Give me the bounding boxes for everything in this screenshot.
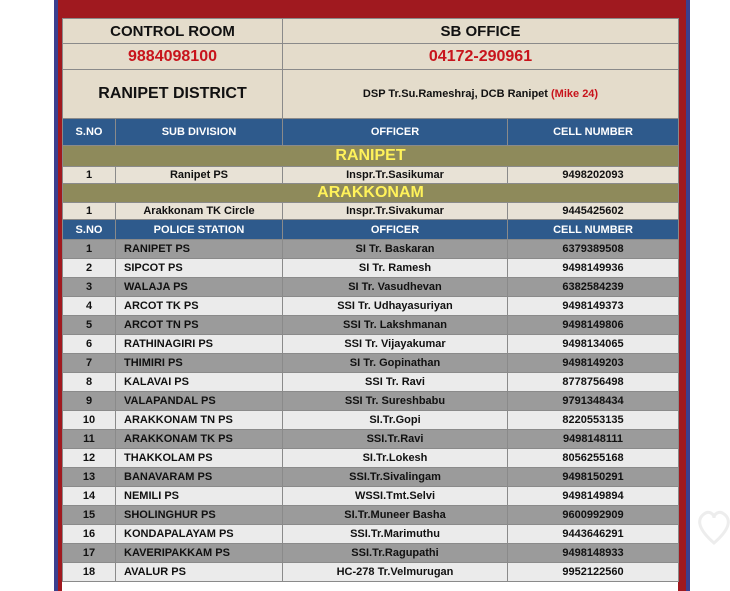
table-row (63, 563, 679, 582)
frame-border-left (54, 0, 58, 591)
phone-number-row (63, 44, 679, 70)
sno: 15 (63, 506, 116, 525)
officer: SI.Tr.Muneer Basha (283, 506, 508, 525)
cell-number: 8220553135 (508, 411, 679, 430)
heart-watermark-icon (694, 498, 730, 558)
sno-header: S.NO (63, 119, 116, 146)
section-name: ARAKKONAM (63, 184, 679, 203)
cell-number: 9600992909 (508, 506, 679, 525)
officer: Inspr.Tr.Sivakumar (283, 203, 508, 220)
cell-number: 9443646291 (508, 525, 679, 544)
police-station: SIPCOT PS (116, 259, 283, 278)
officer: SI Tr. Baskaran (283, 240, 508, 259)
subdivision-row (63, 167, 679, 184)
officer: SSI.Tr.Ragupathi (283, 544, 508, 563)
table-row (63, 430, 679, 449)
officer: SSI Tr. Sureshbabu (283, 392, 508, 411)
police-station: BANAVARAM PS (116, 468, 283, 487)
police-station-header: POLICE STATION (116, 220, 283, 240)
cell-number: 9498149894 (508, 487, 679, 506)
sno: 5 (63, 316, 116, 335)
section-header (63, 146, 679, 167)
sub-division-header: SUB DIVISION (116, 119, 283, 146)
cell-number: 9445425602 (508, 203, 679, 220)
officer: SI Tr. Vasudhevan (283, 278, 508, 297)
sno: 1 (63, 203, 116, 220)
police-station: ARCOT TK PS (116, 297, 283, 316)
station-header-row (63, 220, 679, 240)
sno: 13 (63, 468, 116, 487)
cell-number: 9498148933 (508, 544, 679, 563)
subdivision-row (63, 203, 679, 220)
officer: SSI.Tr.Sivalingam (283, 468, 508, 487)
cell-number: 9498150291 (508, 468, 679, 487)
sno: 3 (63, 278, 116, 297)
officer-header: OFFICER (283, 220, 508, 240)
officer: SI.Tr.Lokesh (283, 449, 508, 468)
police-station: SHOLINGHUR PS (116, 506, 283, 525)
table-row (63, 525, 679, 544)
cell-number: 9498149806 (508, 316, 679, 335)
directory-sheet (62, 18, 678, 591)
cell-number: 9498149373 (508, 297, 679, 316)
officer: SSI.Tr.Ravi (283, 430, 508, 449)
table-row (63, 449, 679, 468)
sb-office-label: SB OFFICE (283, 19, 679, 44)
sno: 4 (63, 297, 116, 316)
sno: 11 (63, 430, 116, 449)
police-station: RATHINAGIRI PS (116, 335, 283, 354)
control-room-label: CONTROL ROOM (63, 19, 283, 44)
sno: 14 (63, 487, 116, 506)
sno: 18 (63, 563, 116, 582)
sno: 16 (63, 525, 116, 544)
officer: HC-278 Tr.Velmurugan (283, 563, 508, 582)
cell-number-header: CELL NUMBER (508, 119, 679, 146)
officer: SI.Tr.Gopi (283, 411, 508, 430)
section-header (63, 184, 679, 203)
dsp-call-sign: (Mike 24) (551, 88, 599, 100)
table-row (63, 259, 679, 278)
sno: 1 (63, 167, 116, 184)
dsp-name: DSP Tr.Su.Rameshraj, DCB Ranipet (362, 88, 548, 100)
police-station: ARAKKONAM TN PS (116, 411, 283, 430)
officer: SI Tr. Ramesh (283, 259, 508, 278)
dsp-info (283, 70, 679, 119)
officer: SSI Tr. Udhayasuriyan (283, 297, 508, 316)
table-row (63, 278, 679, 297)
police-station: THIMIRI PS (116, 354, 283, 373)
sno: 6 (63, 335, 116, 354)
officer: SSI.Tr.Marimuthu (283, 525, 508, 544)
police-station: KONDAPALAYAM PS (116, 525, 283, 544)
table-row (63, 411, 679, 430)
police-station: WALAJA PS (116, 278, 283, 297)
table-row (63, 335, 679, 354)
section-name: RANIPET (63, 146, 679, 167)
cell-number: 6379389508 (508, 240, 679, 259)
subdivision-header-row (63, 119, 679, 146)
table-row (63, 392, 679, 411)
police-station: NEMILI PS (116, 487, 283, 506)
cell-number: 9952122560 (508, 563, 679, 582)
table-row (63, 240, 679, 259)
sno: 8 (63, 373, 116, 392)
officer: WSSI.Tmt.Selvi (283, 487, 508, 506)
sno: 10 (63, 411, 116, 430)
sno: 12 (63, 449, 116, 468)
sub-division: Ranipet PS (116, 167, 283, 184)
table-row (63, 297, 679, 316)
cell-number: 9498149936 (508, 259, 679, 278)
contact-table (62, 18, 679, 582)
police-station: RANIPET PS (116, 240, 283, 259)
table-row (63, 468, 679, 487)
cell-number: 9498148111 (508, 430, 679, 449)
cell-number: 8056255168 (508, 449, 679, 468)
sb-office-number: 04172-290961 (283, 44, 679, 70)
police-station: ARAKKONAM TK PS (116, 430, 283, 449)
table-row (63, 544, 679, 563)
cell-number: 6382584239 (508, 278, 679, 297)
table-row (63, 487, 679, 506)
sub-division: Arakkonam TK Circle (116, 203, 283, 220)
district-name: RANIPET DISTRICT (63, 70, 283, 119)
police-station: THAKKOLAM PS (116, 449, 283, 468)
table-row (63, 354, 679, 373)
officer-header: OFFICER (283, 119, 508, 146)
cell-number: 9498134065 (508, 335, 679, 354)
table-row (63, 373, 679, 392)
top-header-row (63, 19, 679, 44)
table-row (63, 506, 679, 525)
sno: 2 (63, 259, 116, 278)
cell-number: 9498149203 (508, 354, 679, 373)
sno: 17 (63, 544, 116, 563)
district-row (63, 70, 679, 119)
sno: 9 (63, 392, 116, 411)
police-station: AVALUR PS (116, 563, 283, 582)
police-station: VALAPANDAL PS (116, 392, 283, 411)
cell-number: 9791348434 (508, 392, 679, 411)
sno-header: S.NO (63, 220, 116, 240)
sno: 7 (63, 354, 116, 373)
officer: SSI Tr. Vijayakumar (283, 335, 508, 354)
cell-number: 9498202093 (508, 167, 679, 184)
police-station: ARCOT TN PS (116, 316, 283, 335)
cell-number: 8778756498 (508, 373, 679, 392)
officer: SI Tr. Gopinathan (283, 354, 508, 373)
sno: 1 (63, 240, 116, 259)
officer: SSI Tr. Lakshmanan (283, 316, 508, 335)
table-row (63, 316, 679, 335)
cell-number-header: CELL NUMBER (508, 220, 679, 240)
frame-border-right (686, 0, 690, 591)
control-room-number: 9884098100 (63, 44, 283, 70)
police-station: KALAVAI PS (116, 373, 283, 392)
officer: SSI Tr. Ravi (283, 373, 508, 392)
officer: Inspr.Tr.Sasikumar (283, 167, 508, 184)
police-station: KAVERIPAKKAM PS (116, 544, 283, 563)
